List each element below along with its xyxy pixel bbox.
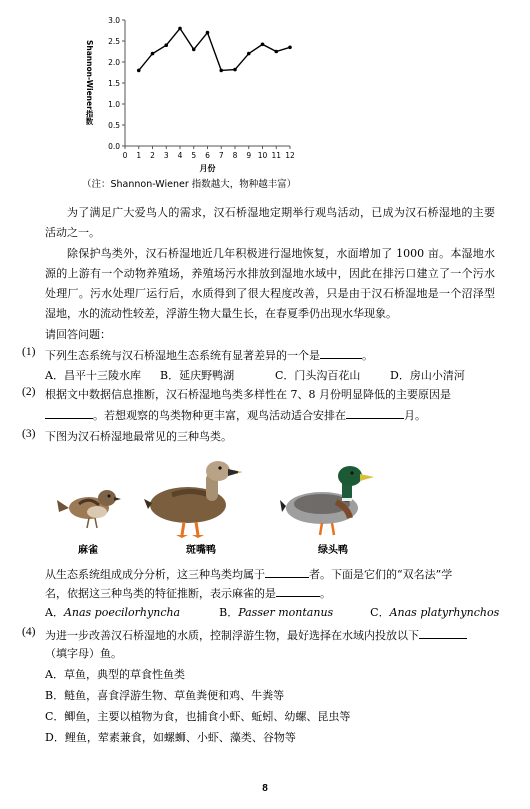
q4-option-a: A．草鱼，典型的草食性鱼类	[45, 668, 185, 681]
q1-stem	[45, 347, 373, 364]
x-tick-label: 12	[285, 151, 295, 160]
q3-option-c-name: Anas platyrhynchos	[389, 606, 500, 619]
q1-number: (1)	[22, 346, 36, 358]
x-tick-label: 9	[246, 151, 252, 160]
q3-line-1b: 者。下面是它们的“双名法”学	[309, 568, 453, 581]
q3-answer-blank-1[interactable]	[265, 566, 309, 578]
q3-option-a-name: Anas poecilorhyncha	[63, 606, 181, 619]
y-tick-label: 0.5	[108, 121, 120, 130]
q3-option-a-label: A．	[45, 606, 64, 619]
bird-label-spot-billed-duck: 斑嘴鸭	[186, 545, 216, 556]
data-point	[151, 52, 155, 56]
y-tick-label: 3.0	[108, 16, 120, 25]
q2-line-1: 根据文中数据信息推断，汉石桥湿地鸟类多样性在 7、8 月份明显降低的主要原因是	[45, 388, 451, 401]
diversity-line-chart	[80, 8, 320, 183]
q3-option-c-label: C．	[370, 606, 390, 619]
x-tick-label: 2	[150, 151, 155, 160]
y-tick-label: 2.0	[108, 58, 120, 67]
intro-paragraph-2: 除保护鸟类外，汉石桥湿地近几年积极进行湿地恢复，水面增加了 1000 亩。本湿地水源的上游有一个动物养殖场，养殖场污水排放到湿地水域中，因此在排污口建立了一个污水处理厂。污水处理厂运行后，水质得到了很大程度改善，只是由于汉石桥湿地是一个沼泽型湿地，水的流动性较差，浮游生物大量生长，在春夏季仍出现水华现象。	[45, 247, 495, 320]
y-tick-label: 0.0	[108, 142, 120, 151]
series-line	[139, 28, 290, 70]
q4-number: (4)	[22, 626, 36, 638]
y-tick-label: 2.5	[108, 37, 120, 46]
q4-line-2: （填字母）鱼。	[45, 647, 122, 660]
x-axis-label: 月份	[199, 164, 216, 173]
x-tick-label: 8	[232, 151, 238, 160]
q3-line-2a: 名，依据这三种鸟类的特征推断，表示麻雀的是	[45, 587, 276, 600]
y-tick-label: 1.5	[108, 79, 120, 88]
y-tick-label: 1.0	[108, 100, 120, 109]
q4-line-1	[45, 627, 467, 644]
x-tick-label: 0	[122, 151, 128, 160]
sparrow-image	[55, 478, 125, 533]
data-point	[192, 48, 196, 52]
data-point	[219, 69, 223, 73]
q3-option-b-name: Passer montanus	[238, 606, 334, 619]
q3-options	[45, 605, 500, 621]
q1-end: 。	[362, 349, 373, 362]
q4-option-b: B．鲢鱼，喜食浮游生物、草鱼粪便和鸡、牛粪等	[45, 689, 285, 702]
q1-option-d: D．房山小清河	[390, 369, 465, 382]
data-point	[274, 50, 278, 54]
q1-text: 下列生态系统与汉石桥湿地生态系统有显著差异的一个是	[45, 349, 320, 362]
q3-text: 下图为汉石桥湿地最常见的三种鸟类。	[45, 430, 232, 443]
spot-billed-duck-image	[142, 455, 247, 540]
data-point	[247, 52, 251, 56]
q2-answer-blank-2[interactable]	[346, 407, 404, 419]
x-tick-label: 7	[218, 151, 224, 160]
mallard-image	[278, 460, 378, 540]
q2-text-3: 月。	[404, 409, 426, 422]
x-tick-label: 10	[257, 151, 268, 160]
q4-option-d: D．鲤鱼，荤素兼食，如螺蛳、小虾、藻类、谷物等	[45, 731, 296, 744]
q1-option-b: B．延庆野鸭湖	[160, 369, 235, 382]
q4-answer-blank[interactable]	[419, 627, 467, 639]
q3-line-2b: 。	[320, 587, 331, 600]
q3-line-1	[45, 566, 452, 583]
q3-option-b-label: B．	[219, 606, 239, 619]
data-point	[288, 46, 292, 50]
data-point	[137, 69, 141, 73]
data-point	[261, 43, 265, 47]
q1-option-c: C．门头沟百花山	[275, 369, 361, 382]
x-tick-label: 5	[191, 151, 197, 160]
q2-answer-blank-1[interactable]	[45, 407, 93, 419]
chart-svg	[80, 8, 320, 183]
question-prompt: 请回答问题：	[45, 328, 111, 341]
x-tick-label: 6	[205, 151, 210, 160]
q1-option-a: A．昌平十三陵水库	[45, 369, 141, 382]
q2-line-2	[45, 407, 426, 424]
q3-line-2	[45, 585, 331, 602]
q2-number: (2)	[22, 386, 36, 398]
data-point	[206, 31, 210, 35]
data-point	[164, 43, 168, 47]
q4-line-1-text: 为进一步改善汉石桥湿地的水质，控制浮游生物，最好选择在水域内投放以下	[45, 629, 419, 642]
chart-note: （注：Shannon-Wiener 指数越大，物种越丰富）	[82, 179, 297, 190]
q4-option-c: C．鲫鱼，主要以植物为食，也捕食小虾、蚯蚓、幼螺、昆虫等	[45, 710, 351, 723]
x-tick-label: 11	[271, 151, 282, 160]
q1-answer-blank[interactable]	[320, 347, 362, 359]
intro-paragraph-1: 为了满足广大爱鸟人的需求，汉石桥湿地定期举行观鸟活动，已成为汉石桥湿地的主要活动之一。	[45, 206, 495, 239]
q3-line-1a: 从生态系统组成成分分析，这三种鸟类均属于	[45, 568, 265, 581]
bird-label-sparrow: 麻雀	[78, 545, 98, 556]
page-number: 8	[262, 783, 268, 794]
data-point	[178, 27, 182, 31]
q1-options	[45, 367, 505, 383]
bird-label-mallard: 绿头鸭	[318, 545, 348, 556]
q3-number: (3)	[22, 428, 36, 440]
x-tick-label: 3	[163, 151, 169, 160]
x-tick-label: 1	[136, 151, 142, 160]
q3-answer-blank-2[interactable]	[276, 585, 320, 597]
chart-y-axis-label: Shannon-Wiener指数	[85, 40, 94, 125]
q2-text-2: 。若想观察的鸟类物种更丰富，观鸟活动适合安排在	[93, 409, 346, 422]
data-point	[233, 68, 237, 72]
x-tick-label: 4	[177, 151, 183, 160]
